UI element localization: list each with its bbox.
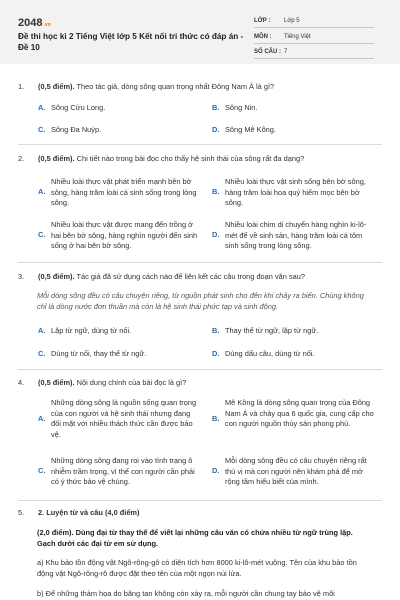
exam-page: 2048.vn Đề thi học kì 2 Tiếng Việt lớp 5 Kết nối tri thức có đáp án - Đề 10 LỚP : Lớp 5 MÔN : Tiếng Việt SỐ CÂU : 7 1. (0,5 điểm). Theo tác giả, dòng sông quan trọng nhất Đông Nam Á là gì? A. Sông Cửu Long. B. Sông Nin. C. Sông Đa Nuýp. D. Sông Mê Kông. 2. (0,5 điểm). Chi tiết nào trong bài đọc cho thấy hệ sinh thái của sông rất đa dạng? A. Nhiều loài thực vật phát triển mạnh bên bờ sông, hàng trăm loài cá sinh sống trong lòng sông. B. Nhiều loài thực vật sinh sống bên bờ sông, hàng trăm loài hoa quý hiếm mọc bên bờ sông. C. Nhiều loài thực vật được mang đến trồng ở hai bên bờ sông, hàng nghìn người đến sinh sống ở hai bên bờ sông. D. Nhiều loài chim di chuyển hàng nghìn ki-lô-mét để về sinh sản, hàng trăm loài cá tôm sinh sống trong lòng sông. 3. (0,5 điểm). Tác giả đã sử dụng cách nào để liên kết các câu trong đoạn văn sau? Mỗi dòng sông đều có câu chuyện riêng, từ nguồn phát sinh cho đến khi chảy ra biển. Chúng không chỉ là dòng nước đơn thuần mà còn là hệ sinh thái phức tạp và sinh động. A. Lặp từ ngữ, dùng từ nối. B. Thay thế từ ngữ, lặp từ ngữ. C. Dùng từ nối, thay thế từ ngữ. D. Dùng dấu câu, dùng từ nối. 4. (0,5 điểm). Nội dung chính của bài đọc là gì? A. Những dòng sông là nguồn sống quan trọng của con người và hệ sinh thái nhưng đang đối mặt với nhiều thách thức cần được bảo vệ. B. Mê Kông là dòng sông quan trọng của Đông Nam Á và chảy qua 6 quốc gia, cung cấp cho con người nguồn thủy sản phong phú. C. Những dòng sông đang roi vào tình trạng ô nhiễm trầm trọng, vì thế con người cần phải có ý thức bảo vệ chúng. D. Mỗi dòng sông đều có câu chuyện riêng rất thú vị mà con người nên khám phá để mở rộng tầm hiểu biết của mình. 5. 2. Luyện từ và câu (4,0 điểm) (2,0 điểm). Dùng đại từ thay thế để viết lại những câu văn có chứa nhiều từ ngữ trùng lặp. Gạch dưới các đại từ em sử dụng. a) Khu bảo tồn động vật Ngô-rông-gô có diện tích hơn 8000 ki-lô-mét vuông. Tên của khu bảo tồn động vật Ngô-rông-rô được đặt theo tên của một ngọn núi lửa. b) Để những thảm họa do băng tan không còn xảy ra, mỗi người cần chung tay bảo vệ môi (0, 0, 400, 600)
divider (18, 369, 382, 370)
exercise-item-b: b) Để những thảm họa do băng tan không còn xảy ra, mỗi người cần chung tay bảo vệ môi (37, 589, 335, 598)
exercise-item-a: a) Khu bảo tồn động vật Ngô-rông-gô có diện tích hơn 8000 ki-lô-mét vuông. Tên của khu bảo tồn động vật Ngô-rông-rô được đặt theo tên của một ngọn núi lửa. (37, 558, 357, 578)
exercise-instruction: (2,0 điểm). Dùng đại từ thay thế để viết lại những câu văn có chứa nhiều từ ngữ trùng lặp. Gạch dưới các đại từ em sử dụng. (37, 528, 353, 548)
meta-subject: MÔN : Tiếng Việt (254, 31, 374, 44)
meta-class: LỚP : Lớp 5 (254, 15, 374, 28)
divider (18, 144, 382, 145)
divider (18, 262, 382, 263)
site-logo[interactable]: 2048.vn (18, 17, 51, 29)
quoted-passage: Mỗi dòng sông đều có câu chuyện riêng, từ nguồn phát sinh cho đến khi chảy ra biển. Chúng không chỉ là dòng nước đơn thuần mà còn là hệ sinh thái phức tạp và sinh động. (37, 291, 364, 311)
divider (18, 500, 382, 501)
exam-header (0, 0, 400, 64)
meta-question-count: SỐ CÂU : 7 (254, 46, 374, 59)
exam-title: Đề thi học kì 2 Tiếng Việt lớp 5 Kết nối tri thức có đáp án - Đề 10 (18, 32, 244, 52)
